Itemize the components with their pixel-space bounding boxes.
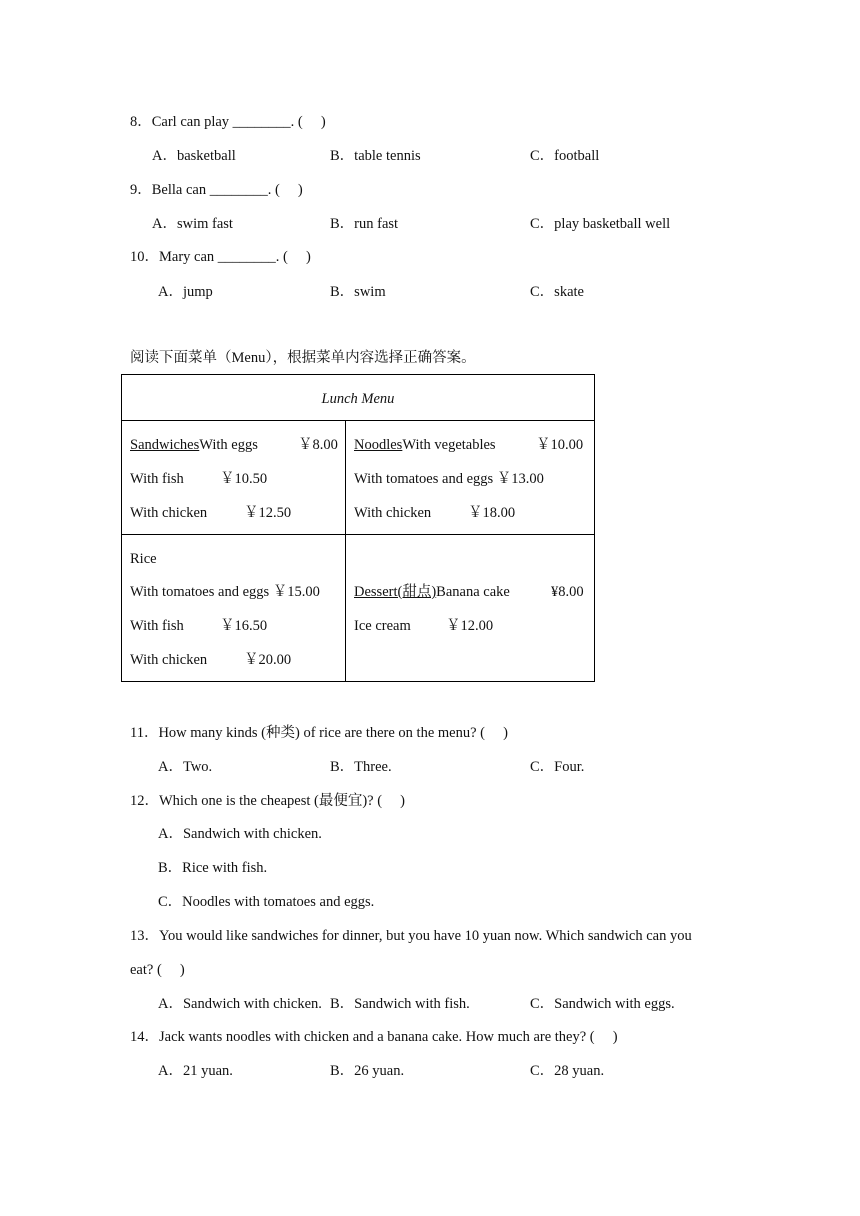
question-12-option-a: A．Sandwich with chicken. xyxy=(158,826,322,842)
dessert-ice-cream: Ice cream xyxy=(354,618,411,634)
question-10-option-c: C．skate xyxy=(530,284,584,300)
menu-column-divider xyxy=(345,421,346,681)
question-12-option-b: B．Rice with fish. xyxy=(158,860,268,876)
dessert-banana-cake: Banana cake xyxy=(436,584,510,600)
question-11-option-b: B．Three. xyxy=(330,759,392,775)
question-14-stem: 14．Jack wants noodles with chicken and a banana cake. How much are they? ( ) xyxy=(130,1029,618,1045)
question-14-option-a: A．21 yuan. xyxy=(158,1063,233,1079)
rice-with-chicken: With chicken xyxy=(130,652,208,668)
sandwiches-eggs-price: ￥8.00 xyxy=(298,437,338,453)
question-12-stem: 12．Which one is the cheapest (最便宜)? ( ) xyxy=(130,793,406,809)
menu-title: Lunch Menu xyxy=(321,391,395,407)
question-13-stem-line-2: eat? ( ) xyxy=(130,962,185,978)
sandwiches-with-chicken: With chicken xyxy=(130,505,208,521)
sandwiches-with-fish: With fish xyxy=(130,471,184,487)
sandwiches-fish-price: ￥10.50 xyxy=(220,471,268,487)
rice-heading: Rice xyxy=(130,551,157,567)
sandwiches-heading: Sandwiches xyxy=(130,437,200,453)
rice-fish-price: ￥16.50 xyxy=(220,618,268,634)
dessert-banana-cake-price: ¥8.00 xyxy=(551,584,584,600)
noodles-vegetables-price: ￥10.00 xyxy=(536,437,584,453)
question-8-option-a: A．basketball xyxy=(152,148,236,164)
sandwiches-with-eggs: With eggs xyxy=(199,437,258,453)
question-11-option-a: A．Two. xyxy=(158,759,213,775)
reading-instruction: 阅读下面菜单（Menu），根据菜单内容选择正确答案。 xyxy=(130,350,476,366)
lunch-menu-table xyxy=(121,374,595,682)
rice-with-fish: With fish xyxy=(130,618,184,634)
noodles-tomatoes-eggs: With tomatoes and eggs ￥13.00 xyxy=(354,471,544,487)
noodles-line-1 xyxy=(354,436,496,454)
noodles-with-chicken: With chicken xyxy=(354,505,432,521)
question-9-option-a: A．swim fast xyxy=(152,216,233,232)
noodles-heading: Noodles xyxy=(354,437,403,453)
sandwiches-chicken-price: ￥12.50 xyxy=(244,505,292,521)
rice-chicken-price: ￥20.00 xyxy=(244,652,292,668)
question-13-option-a: A．Sandwich with chicken. xyxy=(158,996,322,1012)
question-11-option-c: C．Four. xyxy=(530,759,585,775)
question-11-stem: 11．How many kinds (种类) of rice are there on the menu? ( ) xyxy=(130,725,508,741)
question-13-option-c: C．Sandwich with eggs. xyxy=(530,996,675,1012)
question-8-stem: 8．Carl can play ________. ( ) xyxy=(130,114,326,130)
menu-title-row xyxy=(122,375,594,421)
sandwiches-line-1 xyxy=(130,436,258,454)
noodles-with-vegetables: With vegetables xyxy=(402,437,496,453)
question-8-option-c: C．football xyxy=(530,148,600,164)
dessert-heading: Dessert(甜点) xyxy=(354,584,437,600)
dessert-ice-cream-price: ￥12.00 xyxy=(446,618,494,634)
rice-tomatoes-eggs: With tomatoes and eggs ￥15.00 xyxy=(130,584,320,600)
question-12-option-c: C．Noodles with tomatoes and eggs. xyxy=(158,894,375,910)
question-9-stem: 9．Bella can ________. ( ) xyxy=(130,182,303,198)
question-9-option-b: B．run fast xyxy=(330,216,399,232)
menu-row-divider xyxy=(122,534,594,535)
question-13-option-b: B．Sandwich with fish. xyxy=(330,996,470,1012)
question-10-option-a: A．jump xyxy=(158,284,213,300)
question-14-option-b: B．26 yuan. xyxy=(330,1063,405,1079)
question-14-option-c: C．28 yuan. xyxy=(530,1063,605,1079)
question-13-stem-line-1: 13．You would like sandwiches for dinner, but you have 10 yuan now. Which sandwich can you xyxy=(130,928,692,944)
question-9-option-c: C．play basketball well xyxy=(530,216,671,232)
question-10-option-b: B．swim xyxy=(330,284,386,300)
question-8-option-b: B．table tennis xyxy=(330,148,421,164)
dessert-line-1 xyxy=(354,583,510,601)
question-10-stem: 10．Mary can ________. ( ) xyxy=(130,249,311,265)
noodles-chicken-price: ￥18.00 xyxy=(468,505,516,521)
